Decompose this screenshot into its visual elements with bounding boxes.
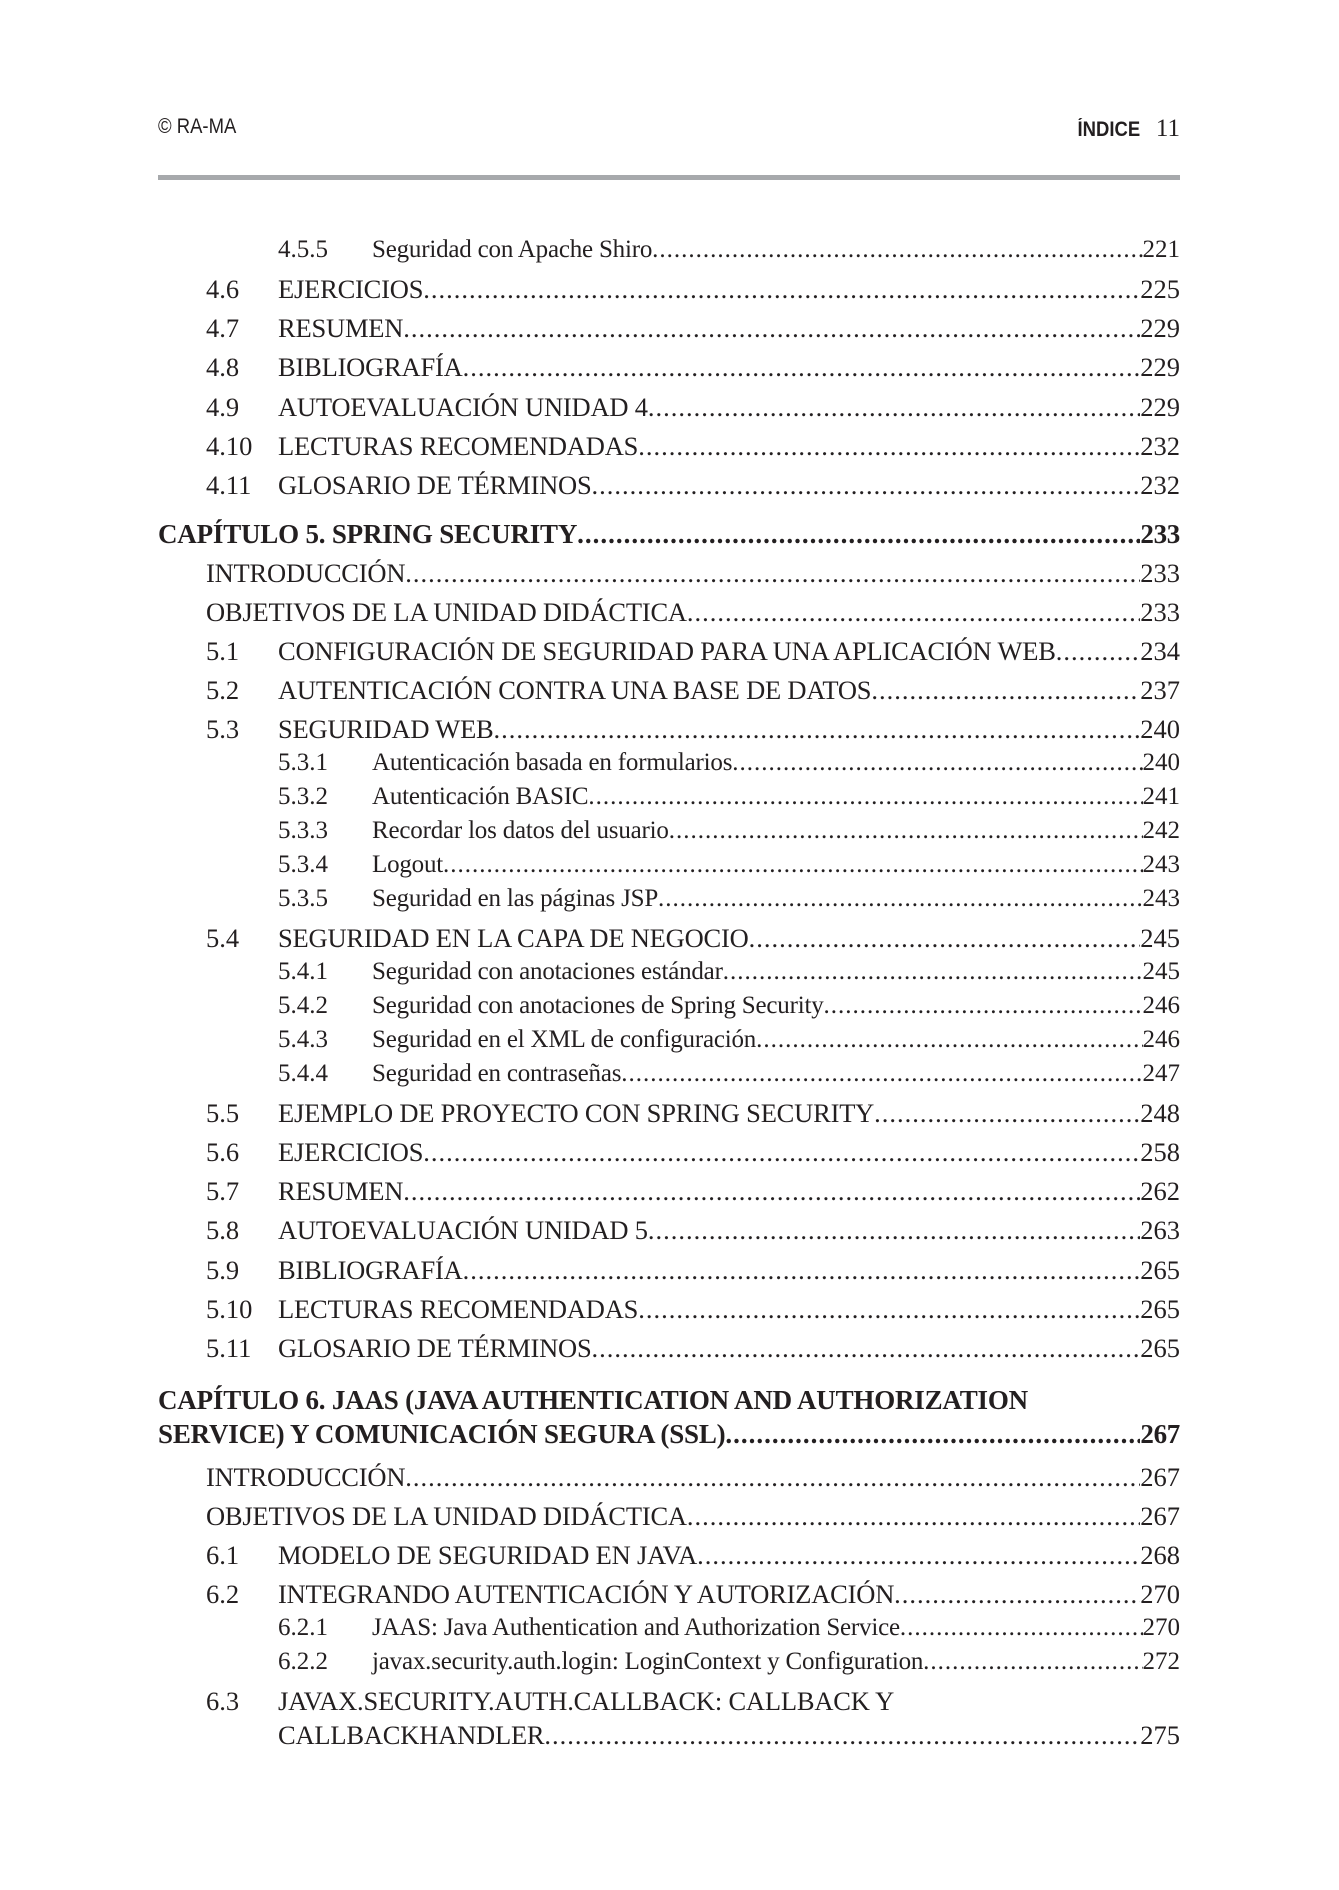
dot-leader xyxy=(749,921,1141,955)
section-title: ÍNDICE xyxy=(1077,118,1140,141)
toc-page-number: 265 xyxy=(1140,1333,1180,1363)
header-rule xyxy=(158,175,1180,180)
toc-title: SERVICE) Y COMUNICACIÓN SEGURA (SSL) xyxy=(158,1419,726,1449)
toc-title: CALLBACKHANDLER xyxy=(278,1720,545,1750)
toc-number: 5.3.5 xyxy=(278,885,328,912)
dot-leader xyxy=(588,780,1142,814)
dot-leader xyxy=(669,814,1143,848)
toc-page-number: 262 xyxy=(1140,1176,1180,1206)
toc-page-number: 245 xyxy=(1142,958,1180,985)
toc-number: 5.6 xyxy=(206,1137,240,1167)
dot-leader xyxy=(621,1057,1142,1091)
toc-page-number: 240 xyxy=(1140,714,1180,744)
toc-number: 6.2.2 xyxy=(278,1648,328,1675)
dot-leader xyxy=(494,712,1141,746)
toc-title: CAPÍTULO 6. JAAS (JAVA AUTHENTICATION AND AUTHORIZATION xyxy=(158,1385,1028,1415)
toc-title: Autenticación BASIC xyxy=(372,783,589,810)
toc-title: Logout xyxy=(372,851,444,878)
dot-leader xyxy=(648,1213,1140,1247)
toc-title: EJERCICIOS xyxy=(278,1137,424,1167)
toc-page-number: 225 xyxy=(1140,274,1180,304)
toc-page-number: 246 xyxy=(1142,992,1180,1019)
dot-leader xyxy=(592,468,1141,502)
toc-title: JAAS: Java Authentication and Authorization Service xyxy=(372,1614,900,1641)
dot-leader xyxy=(923,1645,1142,1679)
toc-title: INTEGRANDO AUTENTICACIÓN Y AUTORIZACIÓN xyxy=(278,1579,895,1609)
toc-page-number: 233 xyxy=(1140,597,1180,627)
dot-leader xyxy=(577,517,1140,551)
toc-title: OBJETIVOS DE LA UNIDAD DIDÁCTICA xyxy=(206,1501,687,1531)
toc-number: 5.4.2 xyxy=(278,992,328,1019)
dot-leader xyxy=(544,1718,1140,1752)
toc-number: 4.9 xyxy=(206,392,240,422)
dot-leader xyxy=(463,350,1141,384)
dot-leader xyxy=(423,272,1140,306)
dot-leader xyxy=(697,1538,1140,1572)
toc-page-number: 232 xyxy=(1140,470,1180,500)
toc-page-number: 267 xyxy=(1140,1419,1180,1449)
toc-page-number: 272 xyxy=(1142,1648,1180,1675)
dot-leader xyxy=(423,1135,1140,1169)
toc-number: 5.8 xyxy=(206,1215,240,1245)
toc-title: javax.security.auth.login: LoginContext y Configuration xyxy=(372,1648,924,1675)
toc-title: JAVAX.SECURITY.AUTH.CALLBACK: CALLBACK Y xyxy=(278,1686,895,1716)
toc-number: 5.5 xyxy=(206,1098,240,1128)
toc-title: Autenticación basada en formularios xyxy=(372,749,733,776)
dot-leader xyxy=(871,673,1140,707)
toc-number: 5.1 xyxy=(206,636,240,666)
header-page-number: 11 xyxy=(1155,115,1180,142)
toc-number: 5.11 xyxy=(206,1333,252,1363)
toc-page-number: 270 xyxy=(1142,1614,1180,1641)
dot-leader xyxy=(824,989,1143,1023)
toc-title: EJEMPLO DE PROYECTO CON SPRING SECURITY xyxy=(278,1098,875,1128)
dot-leader xyxy=(687,595,1140,629)
toc-page-number: 221 xyxy=(1142,236,1180,263)
toc-title: GLOSARIO DE TÉRMINOS xyxy=(278,1333,592,1363)
toc-page-number: 243 xyxy=(1142,851,1180,878)
toc-page-number: 267 xyxy=(1140,1462,1180,1492)
toc-page-number: 243 xyxy=(1142,885,1180,912)
toc-number: 6.2 xyxy=(206,1579,240,1609)
toc-title: Seguridad con anotaciones de Spring Security xyxy=(372,992,824,1019)
toc-number: 5.9 xyxy=(206,1255,240,1285)
toc-page-number: 241 xyxy=(1142,783,1180,810)
dot-leader xyxy=(403,1174,1140,1208)
toc-page-number: 229 xyxy=(1140,313,1180,343)
toc-title: EJERCICIOS xyxy=(278,274,424,304)
toc-page-number: 232 xyxy=(1140,431,1180,461)
toc-number: 6.2.1 xyxy=(278,1614,328,1641)
toc-number: 5.3.4 xyxy=(278,851,328,878)
dot-leader xyxy=(687,1499,1140,1533)
dot-leader xyxy=(652,233,1142,267)
toc-page-number: 270 xyxy=(1140,1579,1180,1609)
toc-page-number: 229 xyxy=(1140,392,1180,422)
toc-title: MODELO DE SEGURIDAD EN JAVA xyxy=(278,1540,698,1570)
toc-number: 5.2 xyxy=(206,675,240,705)
toc-number: 4.10 xyxy=(206,431,253,461)
toc-page-number: 237 xyxy=(1140,675,1180,705)
toc-title: RESUMEN xyxy=(278,313,404,343)
toc-title: Seguridad con Apache Shiro xyxy=(372,236,653,263)
toc-page-number: 234 xyxy=(1140,636,1180,666)
toc-page-number: 233 xyxy=(1140,558,1180,588)
dot-leader xyxy=(756,1023,1142,1057)
toc-title: AUTOEVALUACIÓN UNIDAD 5 xyxy=(278,1215,648,1245)
dot-leader xyxy=(1056,634,1141,668)
running-header xyxy=(158,115,1180,149)
toc-page-number: 229 xyxy=(1140,352,1180,382)
dot-leader xyxy=(592,1331,1141,1365)
dot-leader xyxy=(723,955,1143,989)
toc-page-number: 267 xyxy=(1140,1501,1180,1531)
dot-leader xyxy=(732,746,1142,780)
toc-page-number: 233 xyxy=(1140,519,1180,549)
toc-number: 5.3 xyxy=(206,714,240,744)
toc-title: Seguridad con anotaciones estándar xyxy=(372,958,723,985)
toc-page-number: 265 xyxy=(1140,1294,1180,1324)
toc-number: 5.10 xyxy=(206,1294,253,1324)
dot-leader xyxy=(874,1096,1140,1130)
toc-title: CONFIGURACIÓN DE SEGURIDAD PARA UNA APLICACIÓN WEB xyxy=(278,636,1056,666)
toc-number: 5.4.4 xyxy=(278,1060,328,1087)
toc-number: 4.8 xyxy=(206,352,240,382)
toc-number: 5.4 xyxy=(206,923,240,953)
toc-title: LECTURAS RECOMENDADAS xyxy=(278,1294,639,1324)
dot-leader xyxy=(405,556,1140,590)
toc-page-number: 240 xyxy=(1142,749,1180,776)
toc-title: AUTOEVALUACIÓN UNIDAD 4 xyxy=(278,392,648,422)
dot-leader xyxy=(443,848,1142,882)
toc-title: GLOSARIO DE TÉRMINOS xyxy=(278,470,592,500)
dot-leader xyxy=(463,1253,1141,1287)
toc-page-number: 245 xyxy=(1140,923,1180,953)
toc-title: RESUMEN xyxy=(278,1176,404,1206)
dot-leader xyxy=(638,429,1140,463)
toc-title: BIBLIOGRAFÍA xyxy=(278,1255,463,1285)
copyright-label: © RA-MA xyxy=(158,115,237,138)
toc-title: Seguridad en las páginas JSP xyxy=(372,885,659,912)
toc-number: 5.4.1 xyxy=(278,958,328,985)
toc-number: 5.3.3 xyxy=(278,817,328,844)
toc-title: SEGURIDAD EN LA CAPA DE NEGOCIO xyxy=(278,923,749,953)
dot-leader xyxy=(725,1417,1140,1451)
dot-leader xyxy=(658,882,1142,916)
toc-page-number: 248 xyxy=(1140,1098,1180,1128)
toc-title: INTRODUCCIÓN xyxy=(206,1462,406,1492)
dot-leader xyxy=(405,1460,1140,1494)
dot-leader xyxy=(638,1292,1140,1326)
toc-number: 4.11 xyxy=(206,470,252,500)
toc-title: Seguridad en el XML de configuración xyxy=(372,1026,757,1053)
toc-page-number: 258 xyxy=(1140,1137,1180,1167)
toc-title: SEGURIDAD WEB xyxy=(278,714,494,744)
toc-page-number: 247 xyxy=(1142,1060,1180,1087)
toc-title: INTRODUCCIÓN xyxy=(206,558,406,588)
toc-number: 5.3.1 xyxy=(278,749,328,776)
toc-number: 6.1 xyxy=(206,1540,240,1570)
toc-page-number: 268 xyxy=(1140,1540,1180,1570)
toc-page-number: 265 xyxy=(1140,1255,1180,1285)
toc-number: 5.4.3 xyxy=(278,1026,328,1053)
toc-page-number: 246 xyxy=(1142,1026,1180,1053)
toc-title: Seguridad en contraseñas xyxy=(372,1060,622,1087)
dot-leader xyxy=(648,390,1140,424)
toc-title: OBJETIVOS DE LA UNIDAD DIDÁCTICA xyxy=(206,597,687,627)
dot-leader xyxy=(900,1611,1143,1645)
toc-number: 4.5.5 xyxy=(278,236,328,263)
toc-number: 6.3 xyxy=(206,1686,240,1716)
toc-page-number: 242 xyxy=(1142,817,1180,844)
toc-title: AUTENTICACIÓN CONTRA UNA BASE DE DATOS xyxy=(278,675,872,705)
toc-number: 4.6 xyxy=(206,274,240,304)
toc-title: BIBLIOGRAFÍA xyxy=(278,352,463,382)
toc-page-number: 263 xyxy=(1140,1215,1180,1245)
toc-title: LECTURAS RECOMENDADAS xyxy=(278,431,639,461)
dot-leader xyxy=(894,1577,1140,1611)
header-right xyxy=(1069,115,1180,143)
toc-title: CAPÍTULO 5. SPRING SECURITY xyxy=(158,519,578,549)
dot-leader xyxy=(403,311,1140,345)
toc-number: 5.3.2 xyxy=(278,783,328,810)
toc-number: 5.7 xyxy=(206,1176,240,1206)
toc-page-number: 275 xyxy=(1140,1720,1180,1750)
toc-number: 4.7 xyxy=(206,313,240,343)
toc-title: Recordar los datos del usuario xyxy=(372,817,669,844)
